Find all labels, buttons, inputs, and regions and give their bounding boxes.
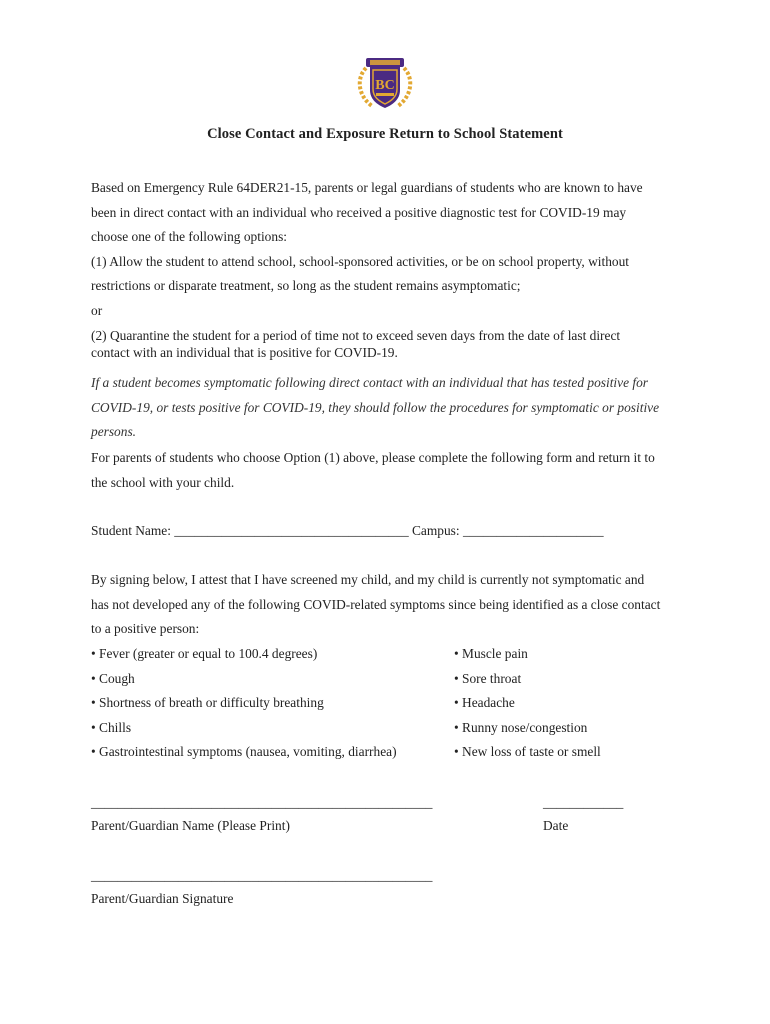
text-line: persons. bbox=[91, 424, 137, 440]
text-line: By signing below, I attest that I have screened my child, and my child is currently not symptomatic and bbox=[91, 572, 645, 587]
symptom-item: • Muscle pain bbox=[454, 646, 528, 661]
parent-name-label: Parent/Guardian Name (Please Print) bbox=[91, 818, 290, 833]
school-crest-icon bbox=[352, 52, 418, 112]
option-2-paragraph bbox=[91, 327, 691, 361]
or-line: or bbox=[91, 302, 103, 318]
text-line: choose one of the following options: bbox=[91, 229, 287, 245]
symptom-item: • Gastrointestinal symptoms (nausea, vomiting, diarrhea) bbox=[91, 744, 397, 759]
signature-label: Parent/Guardian Signature bbox=[91, 891, 234, 906]
text-line: For parents of students who choose Option (1) above, please complete the following form and return it to bbox=[91, 450, 655, 465]
date-field-line[interactable]: ____________ bbox=[543, 795, 624, 810]
text-line: restrictions or disparate treatment, so long as the student remains asymptomatic; bbox=[91, 278, 521, 294]
symptom-item: • Shortness of breath or difficulty breathing bbox=[91, 695, 324, 710]
option-2-line: (2) Quarantine the student for a period of time not to exceed seven days from the date of last direct bbox=[91, 328, 621, 343]
symptom-item: • Sore throat bbox=[454, 671, 522, 686]
text-line: If a student becomes symptomatic following direct contact with an individual that has tested positive for bbox=[91, 375, 649, 390]
text-line: COVID-19, or tests positive for COVID-19, they should follow the procedures for symptomatic or positive bbox=[91, 399, 660, 415]
student-name-campus-line[interactable]: Student Name: ___________________________________ Campus: _____________________ bbox=[91, 523, 604, 538]
intro-paragraph bbox=[91, 176, 691, 324]
text-line: to a positive person: bbox=[91, 621, 200, 637]
date-label: Date bbox=[543, 818, 569, 833]
symptomatic-notice bbox=[91, 371, 691, 445]
symptom-item: • Runny nose/congestion bbox=[454, 720, 588, 735]
symptom-item: • Cough bbox=[91, 671, 135, 686]
document-title: Close Contact and Exposure Return to School Statement bbox=[207, 126, 563, 142]
student-campus-fields[interactable] bbox=[91, 519, 691, 544]
text-line: been in direct contact with an individual who received a positive diagnostic test for COVID-19 may bbox=[91, 204, 627, 220]
text-line: Based on Emergency Rule 64DER21-15, parents or legal guardians of students who are known to have bbox=[91, 180, 643, 195]
symptom-item: • New loss of taste or smell bbox=[454, 744, 601, 759]
parent-name-field-line[interactable]: ___________________________________________________ bbox=[91, 795, 433, 810]
instruction-paragraph bbox=[91, 446, 691, 495]
text-line: contact with an individual that is positive for COVID-19. bbox=[91, 345, 398, 360]
text-line: the school with your child. bbox=[91, 474, 235, 490]
text-line: has not developed any of the following COVID-related symptoms since being identified as a close contact bbox=[91, 596, 661, 612]
signature-field-line[interactable]: ___________________________________________________ bbox=[91, 868, 433, 883]
symptom-item: • Headache bbox=[454, 695, 515, 710]
svg-text:BC: BC bbox=[375, 78, 395, 93]
attestation-paragraph bbox=[91, 568, 691, 642]
option-1-line: (1) Allow the student to attend school, school-sponsored activities, or be on school property, without bbox=[91, 253, 630, 269]
symptom-item: • Fever (greater or equal to 100.4 degrees) bbox=[91, 646, 318, 661]
symptom-item: • Chills bbox=[91, 720, 132, 735]
